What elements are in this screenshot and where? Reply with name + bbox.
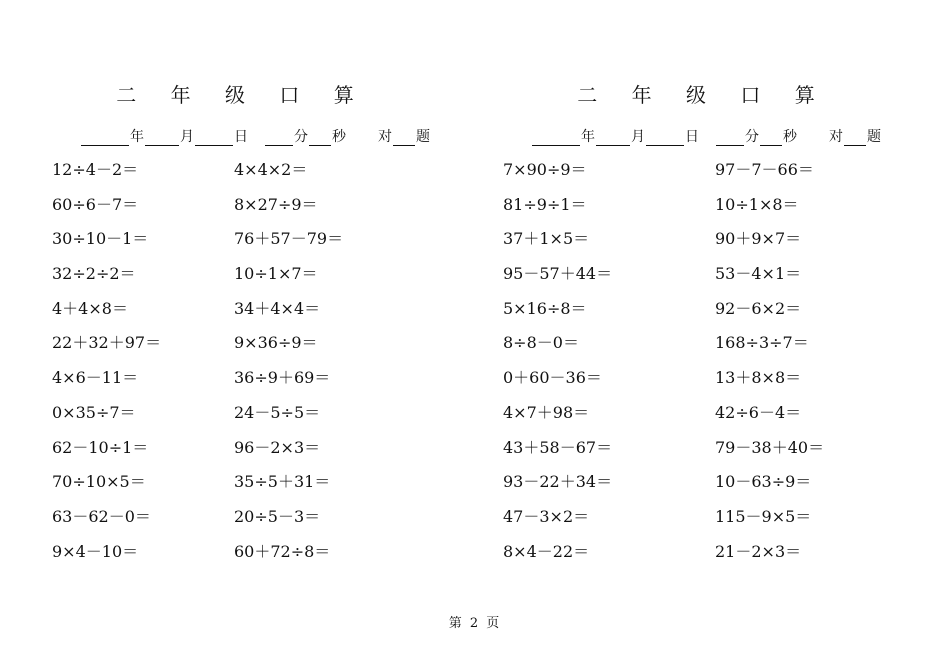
- year-label: 年: [130, 129, 144, 145]
- problem-row: [52, 542, 492, 577]
- month-label: 月: [631, 129, 645, 145]
- arithmetic-problem: 4×7＋98＝: [503, 402, 590, 422]
- problem-row: [503, 195, 943, 230]
- problem-row: [503, 229, 943, 264]
- minute-blank[interactable]: [716, 131, 744, 146]
- day-label: 日: [685, 129, 699, 145]
- arithmetic-problem: 8×27÷9＝: [234, 194, 318, 214]
- second-label: 秒: [332, 129, 346, 145]
- month-blank[interactable]: [596, 131, 630, 146]
- problem-row: [503, 333, 943, 368]
- right-worksheet: [503, 0, 943, 600]
- arithmetic-problem: 8×4－22＝: [503, 541, 590, 561]
- arithmetic-problem: 10÷1×7＝: [234, 264, 318, 284]
- arithmetic-problem: 9×4－10＝: [52, 541, 139, 561]
- problem-row: [52, 472, 492, 507]
- arithmetic-problem: 4×4×2＝: [234, 160, 308, 179]
- problem-list: [503, 160, 943, 576]
- worksheet-header: [80, 126, 430, 146]
- arithmetic-problem: 95－57＋44＝: [503, 264, 613, 284]
- arithmetic-problem: 9×36÷9＝: [234, 333, 318, 353]
- arithmetic-problem: 5×16÷8＝: [503, 298, 587, 318]
- arithmetic-problem: 8÷8－0＝: [503, 333, 579, 353]
- day-blank[interactable]: [195, 131, 233, 146]
- arithmetic-problem: 81÷9÷1＝: [503, 194, 587, 214]
- problem-row: [503, 160, 943, 195]
- day-label: 日: [234, 129, 248, 145]
- arithmetic-problem: 63－62－0＝: [52, 506, 151, 526]
- problem-row: [52, 333, 492, 368]
- arithmetic-problem: 0＋60－36＝: [503, 368, 602, 388]
- arithmetic-problem: 92－6×2＝: [715, 298, 802, 318]
- year-blank[interactable]: [81, 131, 129, 146]
- correct-label: 对: [378, 129, 392, 145]
- day-blank[interactable]: [646, 131, 684, 146]
- arithmetic-problem: 42÷6－4＝: [715, 402, 802, 422]
- problem-row: [52, 229, 492, 264]
- worksheet-title: 二 年 级 口 算: [116, 83, 368, 107]
- arithmetic-problem: 10－63÷9＝: [715, 472, 812, 492]
- arithmetic-problem: 34＋4×4＝: [234, 298, 321, 318]
- problem-row: [52, 368, 492, 403]
- arithmetic-problem: 79－38＋40＝: [715, 437, 825, 457]
- year-blank[interactable]: [532, 131, 580, 146]
- second-label: 秒: [783, 129, 797, 145]
- left-worksheet: [52, 0, 492, 600]
- arithmetic-problem: 12÷4－2＝: [52, 160, 139, 179]
- arithmetic-problem: 115－9×5＝: [715, 506, 812, 526]
- correct-count-blank[interactable]: [844, 131, 866, 146]
- problem-row: [503, 368, 943, 403]
- problem-row: [52, 507, 492, 542]
- arithmetic-problem: 22＋32＋97＝: [52, 333, 162, 353]
- arithmetic-problem: 30÷10－1＝: [52, 229, 149, 249]
- arithmetic-problem: 76＋57－79＝: [234, 229, 344, 249]
- problem-row: [503, 542, 943, 577]
- correct-count-blank[interactable]: [393, 131, 415, 146]
- arithmetic-problem: 32÷2÷2＝: [52, 264, 136, 284]
- arithmetic-problem: 62－10÷1＝: [52, 437, 149, 457]
- arithmetic-problem: 60＋72÷8＝: [234, 541, 331, 561]
- page-number: 第 2 页: [448, 616, 502, 631]
- arithmetic-problem: 90＋9×7＝: [715, 229, 802, 249]
- month-blank[interactable]: [145, 131, 179, 146]
- worksheet-header: [531, 126, 881, 146]
- arithmetic-problem: 36÷9＋69＝: [234, 368, 331, 388]
- questions-label: 题: [867, 129, 881, 145]
- correct-label: 对: [829, 129, 843, 145]
- worksheet-title: 二 年 级 口 算: [577, 83, 829, 107]
- arithmetic-problem: 4×6－11＝: [52, 368, 139, 388]
- minute-label: 分: [745, 129, 759, 145]
- arithmetic-problem: 47－3×2＝: [503, 506, 590, 526]
- arithmetic-problem: 10÷1×8＝: [715, 194, 799, 214]
- problem-row: [503, 507, 943, 542]
- arithmetic-problem: 93－22＋34＝: [503, 472, 613, 492]
- arithmetic-problem: 13＋8×8＝: [715, 368, 802, 388]
- arithmetic-problem: 35÷5＋31＝: [234, 472, 331, 492]
- minute-label: 分: [294, 129, 308, 145]
- arithmetic-problem: 60÷6－7＝: [52, 194, 139, 214]
- arithmetic-problem: 168÷3÷7＝: [715, 333, 809, 353]
- arithmetic-problem: 20÷5－3＝: [234, 506, 321, 526]
- second-blank[interactable]: [309, 131, 331, 146]
- arithmetic-problem: 21－2×3＝: [715, 541, 802, 561]
- arithmetic-problem: 43＋58－67＝: [503, 437, 613, 457]
- arithmetic-problem: 37＋1×5＝: [503, 229, 590, 249]
- minute-blank[interactable]: [265, 131, 293, 146]
- arithmetic-problem: 0×35÷7＝: [52, 402, 136, 422]
- problem-row: [503, 264, 943, 299]
- arithmetic-problem: 97－7－66＝: [715, 160, 814, 179]
- second-blank[interactable]: [760, 131, 782, 146]
- problem-row: [52, 264, 492, 299]
- problem-row: [503, 403, 943, 438]
- questions-label: 题: [416, 129, 430, 145]
- arithmetic-problem: 24－5÷5＝: [234, 402, 321, 422]
- arithmetic-problem: 53－4×1＝: [715, 264, 802, 284]
- year-label: 年: [581, 129, 595, 145]
- problem-row: [503, 472, 943, 507]
- problem-row: [52, 438, 492, 473]
- problem-row: [503, 299, 943, 334]
- problem-row: [52, 299, 492, 334]
- arithmetic-problem: 70÷10×5＝: [52, 472, 146, 492]
- arithmetic-problem: 4＋4×8＝: [52, 298, 128, 318]
- arithmetic-problem: 96－2×3＝: [234, 437, 321, 457]
- problem-row: [52, 195, 492, 230]
- problem-row: [52, 160, 492, 195]
- month-label: 月: [180, 129, 194, 145]
- problem-row: [52, 403, 492, 438]
- arithmetic-problem: 7×90÷9＝: [503, 160, 587, 179]
- problem-list: [52, 160, 492, 576]
- problem-row: [503, 438, 943, 473]
